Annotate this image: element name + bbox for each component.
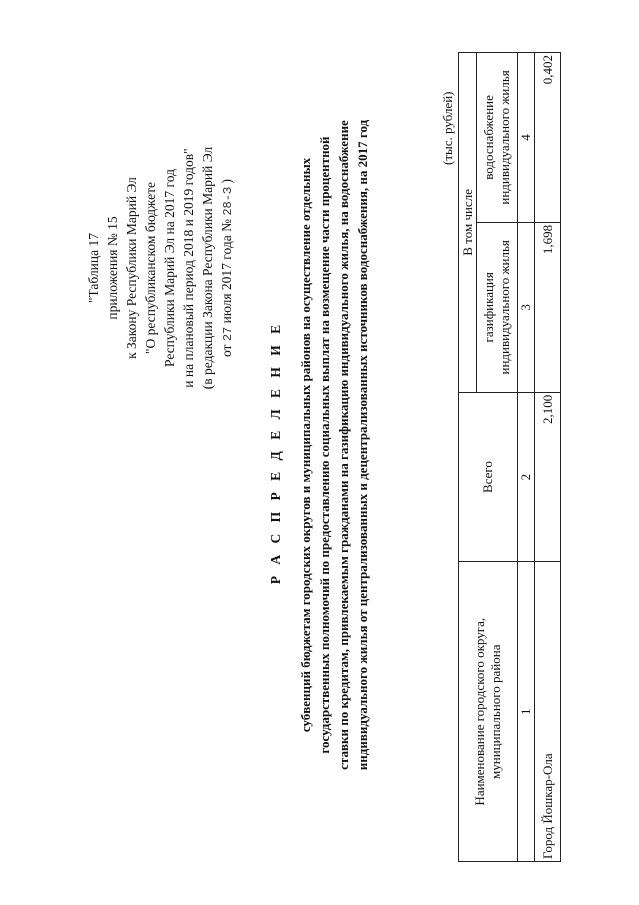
- handwritten-number: 28-З: [221, 186, 235, 216]
- appendix-header: [84, 133, 238, 403]
- document-title: Р А С П Р Е Д Е Л Е Н И Е: [268, 320, 283, 585]
- handwritten-day: 27: [221, 326, 235, 342]
- row-total: 2,100: [535, 392, 561, 562]
- column-number: 3: [518, 222, 535, 392]
- header-line: "О республиканском бюджете: [143, 182, 158, 355]
- units-label: (тыс. рублей): [440, 91, 455, 165]
- header-date-line: [217, 133, 238, 403]
- column-number: 2: [518, 392, 535, 562]
- header-line: приложения № 15: [105, 216, 120, 320]
- document-description: [296, 65, 372, 825]
- header-water-cell: водоснабжение индивидуального жилья: [477, 53, 518, 223]
- header-gas-cell: газификация индивидуального жилья: [477, 222, 518, 392]
- header-line: Республики Марий Эл на 2017 год: [162, 169, 177, 367]
- column-number: 1: [518, 562, 535, 862]
- description-line: государственных полномочий по предоставлению социальных выплат на возмещение части процентной: [317, 136, 332, 754]
- description-line: ставки по кредитам, привлекаемым гражданами на газификацию индивидуального жилья, на водоснабжение: [336, 120, 351, 770]
- row-water: 0,402: [535, 53, 561, 223]
- header-line: "Таблица 17: [86, 233, 101, 303]
- header-including-cell: В том числе: [459, 53, 477, 393]
- distribution-table: [458, 52, 561, 862]
- description-line: индивидуального жилья от централизованных и децентрализованных источников водоснабжения, на 2017 год: [355, 119, 370, 771]
- header-name-cell: Наименование городского округа, муниципального района: [459, 562, 518, 862]
- header-line: (в редакции Закона Республики Марий Эл: [200, 146, 215, 390]
- column-number: 4: [518, 53, 535, 223]
- description-line: субвенций бюджетам городских округов и муниципальных районов на осуществление отдельных: [298, 157, 313, 733]
- date-prefix: от: [219, 344, 234, 358]
- header-total-cell: Всего: [459, 392, 518, 562]
- row-gas: 1,698: [535, 222, 561, 392]
- table-row: [535, 53, 561, 862]
- date-close: ): [219, 178, 234, 184]
- header-line: к Закону Республики Марий Эл: [124, 177, 139, 359]
- date-month-year: июля 2017 года №: [219, 219, 234, 324]
- row-name: Город Йошкар-Ола: [535, 562, 561, 862]
- header-line: и на плановый период 2018 и 2019 годов": [181, 148, 196, 388]
